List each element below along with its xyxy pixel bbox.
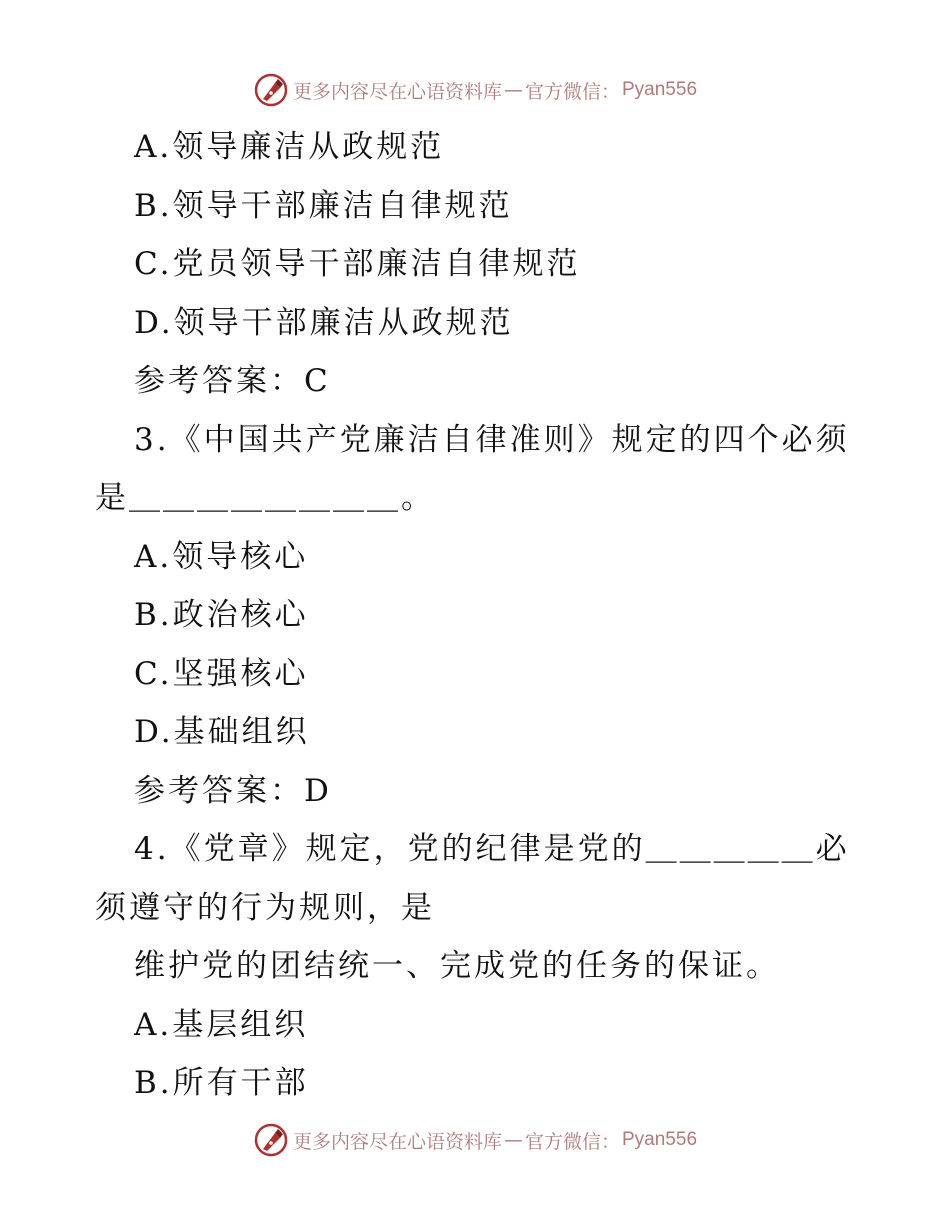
q3-answer: 参考答案：D <box>134 772 332 809</box>
watermark-separator: — <box>503 1129 523 1151</box>
q2-option-b: B.领导干部廉洁自律规范 <box>134 187 513 224</box>
q3-stem-line2: 是＿＿＿＿＿＿＿＿。 <box>95 480 435 516</box>
q4-stem-line2: 须遵守的行为规则，是 <box>95 889 435 926</box>
watermark-wechat-id: Pyan556 <box>622 1129 698 1150</box>
q3-option-d: D.基础组织 <box>134 714 310 750</box>
watermark-text: 更多内容尽在心语资料库 <box>292 1130 502 1153</box>
footer-watermark <box>0 1120 950 1160</box>
q3-option-c: C.坚强核心 <box>134 655 309 692</box>
q4-option-a: A.基层组织 <box>134 1006 309 1043</box>
q2-answer: 参考答案：C <box>134 363 331 399</box>
q2-option-d: D.领导干部廉洁从政规范 <box>134 304 514 341</box>
pen-nib-logo-icon <box>253 1122 289 1158</box>
q2-option-c: C.党员领导干部廉洁自律规范 <box>134 246 581 282</box>
watermark-separator: — <box>503 79 523 101</box>
q4-stem-line3: 维护党的团结统一、完成党的任务的保证。 <box>134 948 780 984</box>
document-body <box>95 118 865 1113</box>
q4-option-b: B.所有干部 <box>134 1065 309 1101</box>
q3-option-a: A.领导核心 <box>134 538 309 575</box>
q2-option-a: A.领导廉洁从政规范 <box>134 129 445 165</box>
header-watermark <box>0 70 950 110</box>
watermark-label: 官方微信： <box>524 80 620 103</box>
pen-nib-logo-icon <box>253 72 289 108</box>
watermark-text: 更多内容尽在心语资料库 <box>292 80 502 103</box>
q3-option-b: B.政治核心 <box>134 597 309 633</box>
q4-stem-line1: 4.《党章》规定，党的纪律是党的＿＿＿＿＿必 <box>134 831 850 867</box>
q3-stem-line1: 3.《中国共产党廉洁自律准则》规定的四个必须 <box>134 421 850 458</box>
watermark-label: 官方微信： <box>524 1130 620 1153</box>
watermark-wechat-id: Pyan556 <box>622 79 698 100</box>
